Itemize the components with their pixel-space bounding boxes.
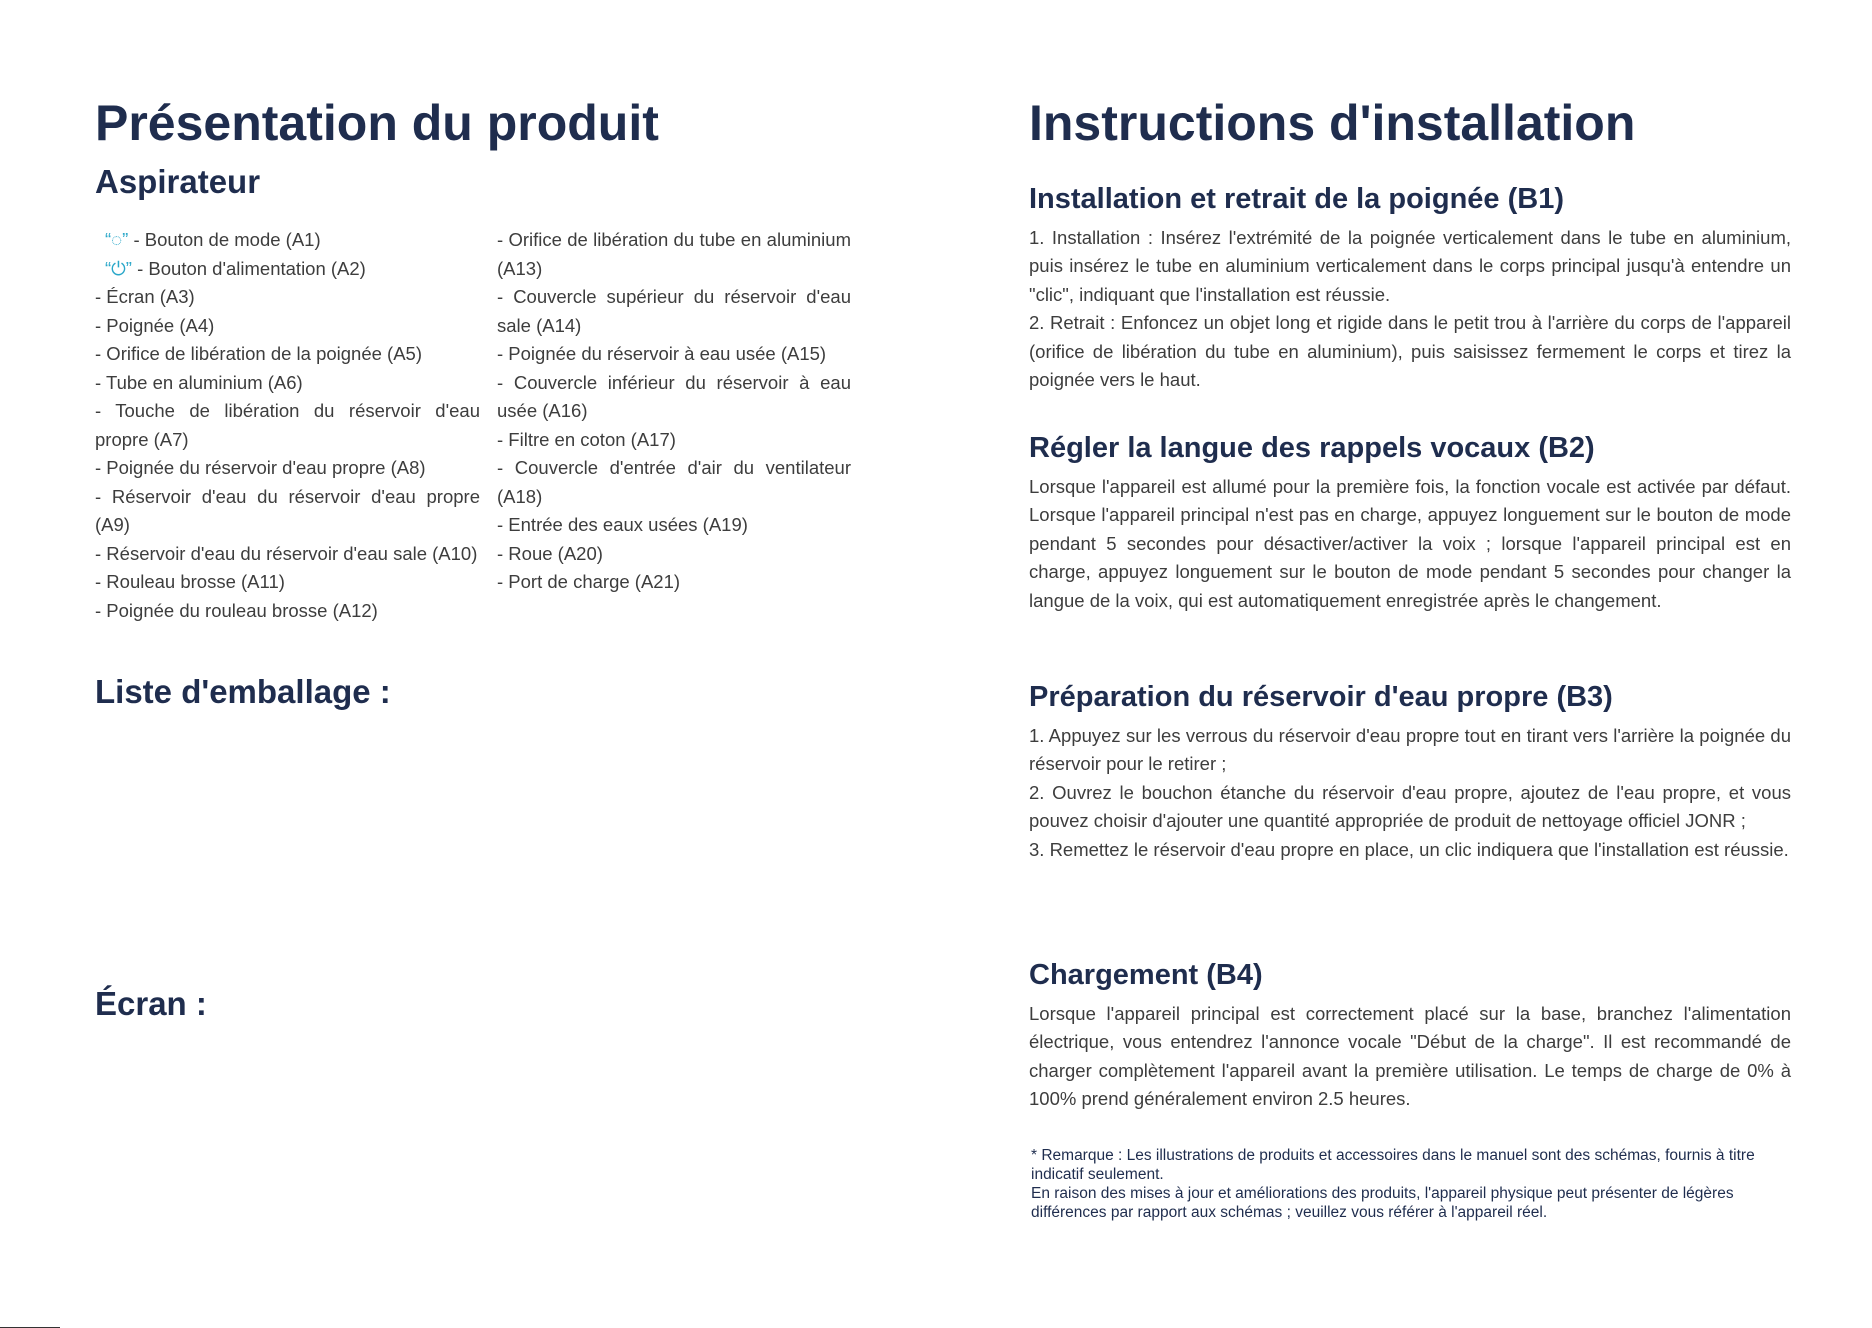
component-label: - Poignée (A4) xyxy=(95,314,215,336)
component-label: - Bouton de mode (A1) xyxy=(128,229,321,250)
component-label: - Poignée du réservoir d'eau propre (A8) xyxy=(95,457,426,478)
component-list-item: - Couvercle inférieur du réservoir à eau usée (A16) xyxy=(497,371,851,421)
component-list-item xyxy=(95,226,480,255)
component-list-item xyxy=(95,540,480,569)
component-list-item: - Orifice de libération du tube en aluminium (A13) xyxy=(497,229,851,279)
component-list-item xyxy=(95,454,480,483)
component-list-column-1 xyxy=(95,226,480,625)
component-label: - Orifice de libération de la poignée (A5) xyxy=(95,343,423,364)
section-title-packing-list: Liste d'emballage : xyxy=(95,673,391,710)
component-list-item: - Entrée des eaux usées (A19) xyxy=(497,514,748,535)
section-heading-charging: Chargement (B4) xyxy=(1029,959,1263,991)
component-list-item xyxy=(95,597,480,626)
component-list-item: - Couvercle supérieur du réservoir d'eau sale (A14) xyxy=(497,286,851,336)
component-label: - Tube en aluminium (A6) xyxy=(95,371,303,393)
paragraph: 3. Remettez le réservoir d'eau propre en place, un clic indiquera que l'installation est réussie. xyxy=(1029,838,1789,860)
component-list-item xyxy=(95,340,480,369)
component-label: - Réservoir d'eau du réservoir d'eau sale (A10) xyxy=(95,542,478,564)
page-title-installation-instructions: Instructions d'installation xyxy=(1029,95,1636,151)
component-list-item xyxy=(95,255,480,284)
disclaimer-note xyxy=(1031,1146,1791,1222)
component-list-item xyxy=(95,312,480,341)
section-heading-clean-water-tank: Préparation du réservoir d'eau propre (B3) xyxy=(1029,681,1613,713)
component-list-item: - Port de charge (A21) xyxy=(497,571,681,592)
mode-icon: “◌” xyxy=(105,229,129,250)
note-line: * Remarque : Les illustrations de produits et accessoires dans le manuel sont des schémas, fournis à titre indicatif seulement. xyxy=(1031,1147,1755,1183)
component-label: - Rouleau brosse (A11) xyxy=(95,571,285,592)
paragraph: Lorsque l'appareil est allumé pour la première fois, la fonction vocale est activée par défaut. Lorsque l'appareil principal n'est pas en charge, appuyez longuement sur le bouton de mode pendant 5 secondes pour désactiver/activer la voix ; lorsque l'appareil principal est en charge, appuyez longuement sur le bouton de mode pendant 5 secondes pour changer la langue de la voix, qui est automatiquement enregistrée après le changement. xyxy=(1029,476,1791,611)
section-title-vacuum: Aspirateur xyxy=(95,163,261,200)
component-list-item xyxy=(95,283,480,312)
section-heading-handle: Installation et retrait de la poignée (B1) xyxy=(1029,183,1564,215)
paragraph: 1. Installation : Insérez l'extrémité de la poignée verticalement dans le tube en aluminium, puis insérez le tube en aluminium verticalement dans le corps principal jusqu'à entendre un "clic", indiquant que l'installation est réussie. xyxy=(1029,227,1791,305)
component-list-item: - Filtre en coton (A17) xyxy=(497,428,676,450)
component-label: - Touche de libération du réservoir d'eau propre (A7) xyxy=(95,400,480,450)
component-list-column-2 xyxy=(497,226,851,597)
page-title-product-presentation: Présentation du produit xyxy=(95,95,659,151)
note-line: En raison des mises à jour et améliorations des produits, l'appareil physique peut présenter de légères différences par rapport aux schémas ; veuillez vous référer à l'appareil réel. xyxy=(1031,1185,1734,1221)
section-title-screen: Écran : xyxy=(95,985,207,1022)
component-list-item xyxy=(95,397,480,454)
component-label: - Réservoir d'eau du réservoir d'eau propre (A9) xyxy=(95,485,480,535)
section-heading-voice-language: Régler la langue des rappels vocaux (B2) xyxy=(1029,432,1595,464)
power-icon: “⏻” xyxy=(105,257,132,279)
section-body-clean-water-tank xyxy=(1029,722,1791,864)
component-label: - Poignée du rouleau brosse (A12) xyxy=(95,599,378,621)
component-list-item xyxy=(95,568,480,597)
component-list-item xyxy=(95,483,480,540)
component-list-item: - Roue (A20) xyxy=(497,542,603,564)
section-body-charging xyxy=(1029,1000,1791,1114)
section-body-voice-language xyxy=(1029,473,1791,615)
paragraph: 1. Appuyez sur les verrous du réservoir d'eau propre tout en tirant vers l'arrière la poignée du réservoir pour le retirer ; xyxy=(1029,725,1791,775)
component-list-item xyxy=(95,369,480,398)
component-label: - Bouton d'alimentation (A2) xyxy=(131,257,366,279)
paragraph: 2. Retrait : Enfoncez un objet long et rigide dans le petit trou à l'arrière du corps de l'appareil (orifice de libération du tube en aluminium), puis saisissez fermement le corps et tirez la poignée vers le haut. xyxy=(1029,312,1791,391)
paragraph: Lorsque l'appareil principal est correctement placé sur la base, branchez l'alimentation électrique, vous entendrez l'annonce vocale "Début de la charge". Il est recommandé de charger complètement l'appareil avant la première utilisation. Le temps de charge de 0% à 100% prend généralement environ 2.5 heures. xyxy=(1029,1003,1791,1110)
component-list-item: - Couvercle d'entrée d'air du ventilateur (A18) xyxy=(497,457,851,507)
component-label: - Écran (A3) xyxy=(95,286,195,307)
component-list-item: - Poignée du réservoir à eau usée (A15) xyxy=(497,343,827,364)
paragraph: 2. Ouvrez le bouchon étanche du réservoir d'eau propre, ajoutez de l'eau propre, et vous pouvez choisir d'ajouter une quantité appropriée de produit de nettoyage officiel JONR ; xyxy=(1029,781,1791,832)
section-body-handle xyxy=(1029,224,1791,394)
